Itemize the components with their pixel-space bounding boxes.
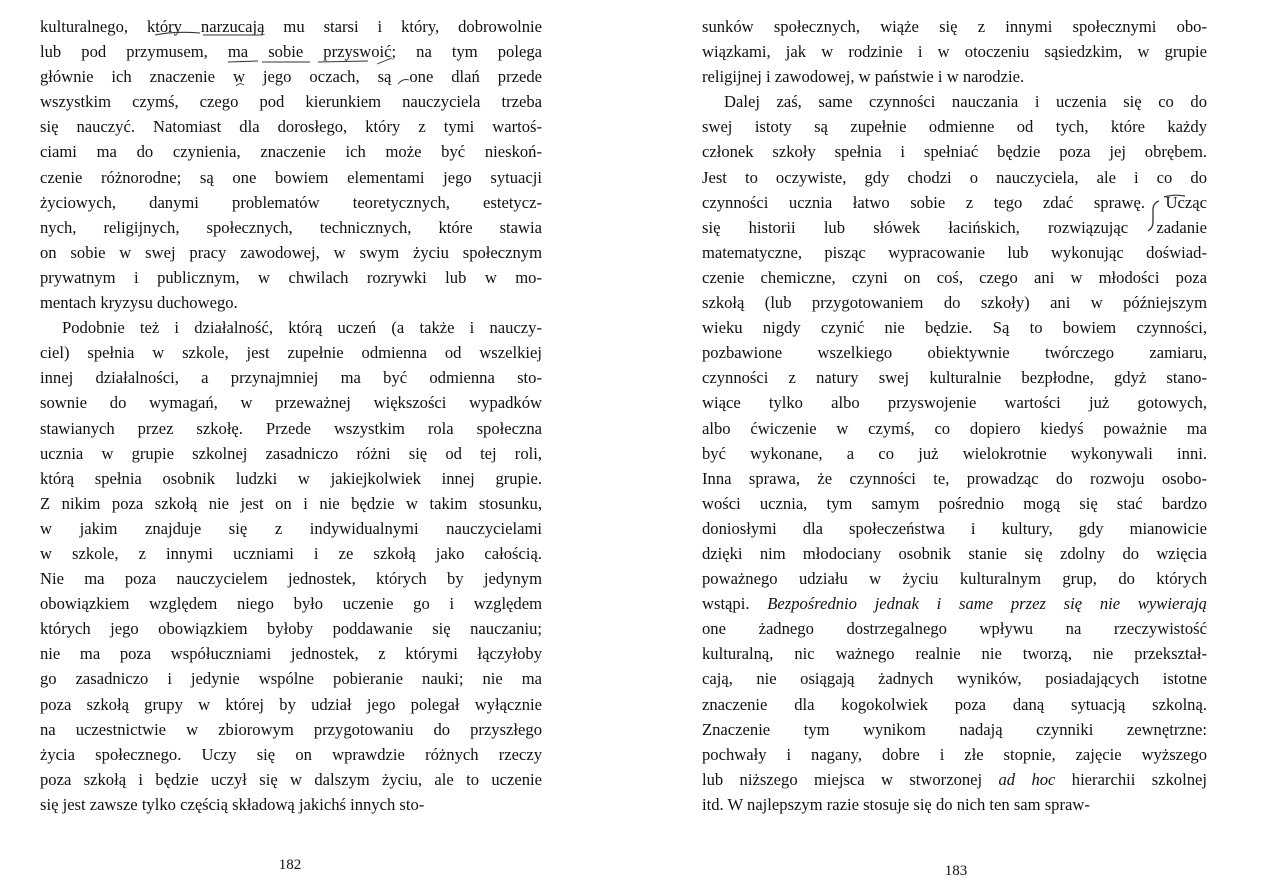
text-line: sownie do wymagań, w przeważnej większości wypadków: [40, 393, 542, 413]
text-line: w szkole, z innymi uczniami i ze szkołą jako całością.: [40, 543, 542, 563]
text-line: szkołą (lub przygotowaniem do szkoły) ani w późniejszym: [702, 293, 1207, 313]
italic-text: ad hoc: [998, 769, 1056, 789]
text-line: Inna sprawa, że czynności te, prowadząc do rozwoju osobo-: [702, 468, 1207, 488]
text-line: on sobie w swej pracy zawodowej, w swym życiu społecznym: [40, 242, 542, 262]
text-line: na uczestnictwie w zbiorowym przygotowaniu do przyszłego: [40, 719, 542, 739]
text-line: matematyczne, pisząc wypracowanie lub wykonując doświad-: [702, 242, 1207, 262]
text-line: sunków społecznych, wiąże się z innymi społecznymi obo-: [702, 17, 1207, 36]
text-line: znaczenie dla kogokolwiek poza daną sytuacją szkolną.: [702, 694, 1207, 714]
text-fragment: lub niższego miejsca w stworzonej: [702, 769, 983, 789]
text-line: nych, religijnych, społecznych, technicznych, które stawia: [40, 217, 542, 237]
text-line: członek szkoły spełnia i spełniać będzie poza jej obrębem.: [702, 142, 1207, 162]
italic-text: Bezpośrednio jednak i same przez się nie wywierają: [767, 594, 1207, 614]
text-line: poważnego udziału w życiu kulturalnym grup, do których: [702, 569, 1207, 589]
text-line: Nie ma poza nauczycielem jednostek, których by jedynym: [40, 569, 542, 589]
text-line: nie ma poza współuczniami jednostek, z którymi łączyłoby: [40, 644, 542, 664]
text-line: czynności ucznia łatwo sobie z tego zdać sprawę. Ucząc: [702, 192, 1207, 212]
text-line: ucznia w grupie szkolnej zasadniczo różni się od tej roli,: [40, 443, 542, 463]
text-line: stawianych przez szkołę. Przede wszystkim rola społeczna: [40, 418, 542, 438]
text-line: wiązkami, jak w rodzinie i w otoczeniu sąsiedzkim, w grupie: [702, 42, 1207, 62]
text-line: czynności z natury swej kulturalnie bezpłodne, gdyż stano-: [702, 368, 1207, 388]
text-line: wszystkim czymś, czego pod kierunkiem nauczyciela trzeba: [40, 92, 542, 112]
text-line: wieku nigdy czynić nie będzie. Są to bowiem czynności,: [702, 318, 1207, 338]
text-line: albo ćwiczenie w czymś, co dopiero kiedyś poważnie ma: [702, 418, 1207, 438]
text-line: cają, nie osiągają żadnych wyników, posiadających istotne: [702, 669, 1207, 689]
text-line: których jego obowiązkiem byłoby poddawanie się nauczaniu;: [40, 619, 542, 639]
text-line: ciami ma do czynienia, znaczenie ich może być nieskoń-: [40, 142, 542, 162]
text-line: się historii lub słówek łacińskich, rozwiązując zadanie: [702, 217, 1207, 237]
text-line: pochwały i nagany, dobre i złe stopnie, zajęcie wyższego: [702, 744, 1207, 764]
text-fragment: hierarchii szkolnej: [1071, 769, 1207, 789]
page-number: 183: [944, 863, 968, 879]
text-line: pozbawione wszelkiego obiektywnie twórczego zamiaru,: [702, 343, 1207, 363]
text-line: doniosłymi dla społeczeństwa i kultury, gdy mianowicie: [702, 518, 1207, 538]
text-line: głównie ich znaczenie w jego oczach, są one dlań przede: [40, 67, 542, 87]
text-line: one żadnego dostrzegalnego wpływu na rzeczywistość: [702, 619, 1207, 639]
text-line: być wykonane, a co już wielokrotnie wykonywali inni.: [702, 443, 1207, 463]
text-line: Z nikim poza szkołą nie jest on i nie będzie w takim stosunku,: [40, 493, 542, 513]
right-page: [632, 0, 1263, 893]
right-page-text: [702, 14, 1207, 817]
text-line: poza szkołą i będzie uczył się w dalszym życiu, ale to uczenie: [40, 769, 542, 789]
text-line: prywatnym i publicznym, w chwilach rozrywki lub w mo-: [40, 267, 542, 287]
text-line: Znaczenie tym wynikom nadają czynniki zewnętrzne:: [702, 719, 1207, 739]
text-line: życiowych, danymi problematów teoretycznych, estetycz-: [40, 192, 542, 212]
text-line: którą spełnia osobnik ludzki w jakiejkolwiek innej grupie.: [40, 468, 542, 488]
text-line: wości ucznia, tym samym pośrednio mogą się stać bardzo: [702, 493, 1207, 513]
text-line: ciel) spełnia w szkole, jest zupełnie odmienna od wszelkiej: [40, 343, 542, 363]
text-line: swej istoty są zupełnie odmienne od tych, które każdy: [702, 117, 1207, 137]
text-line: lub pod przymusem, ma sobie przyswoić; na tym polega: [40, 42, 542, 62]
text-line: życia społecznego. Uczy się on wprawdzie różnych rzeczy: [40, 744, 542, 764]
text-line: się jest zawsze tylko częścią składową jakichś innych sto-: [40, 794, 425, 814]
text-line: religijnej i zawodowej, w państwie i w narodzie.: [702, 67, 1025, 87]
text-line: się nauczyć. Natomiast dla dorosłego, który z tymi wartoś-: [40, 117, 542, 137]
text-line: Jest to oczywiste, gdy chodzi o nauczyciela, ale i co do: [702, 167, 1207, 187]
text-line: [702, 767, 1207, 792]
text-line: kulturalnego, który narzucają mu starsi i który, dobrowolnie: [40, 17, 542, 36]
text-line: [702, 591, 1207, 616]
text-line: czenie chemiczne, czyni on coś, czego ani w młodości poza: [702, 267, 1207, 287]
text-line: mentach kryzysu duchowego.: [40, 293, 238, 313]
text-line: innej działalności, a przynajmniej ma być odmienna sto-: [40, 368, 542, 388]
text-line: Podobnie też i działalność, którą uczeń (a także i nauczy-: [62, 318, 542, 338]
text-line: czenie różnorodne; są one bowiem elementami jego sytuacji: [40, 167, 542, 187]
text-line: itd. W najlepszym razie stosuje się do nich ten sam spraw-: [702, 794, 1090, 814]
left-page-text: [40, 14, 542, 817]
text-line: go zasadniczo i jedynie wspólne pobieranie nauki; nie ma: [40, 669, 542, 689]
text-line: poza szkołą grupy w której by udział jego polegał wyłącznie: [40, 694, 542, 714]
text-line: wiące tylko albo przyswojenie wartości już gotowych,: [702, 393, 1207, 413]
text-line: dzięki nim młodociany osobnik stanie się zdolny do wzięcia: [702, 543, 1207, 563]
text-line: Dalej zaś, same czynności nauczania i uczenia się co do: [724, 92, 1207, 112]
text-line: obowiązkiem względem niego było uczenie go i względem: [40, 594, 542, 614]
left-page: [0, 0, 620, 893]
text-line: w jakim znajduje się z indywidualnymi nauczycielami: [40, 518, 542, 538]
text-line: kulturalną, nic ważnego realnie nie tworzą, nie przekształ-: [702, 644, 1207, 664]
text-fragment: wstąpi.: [702, 594, 750, 614]
page-number: 182: [278, 857, 302, 873]
